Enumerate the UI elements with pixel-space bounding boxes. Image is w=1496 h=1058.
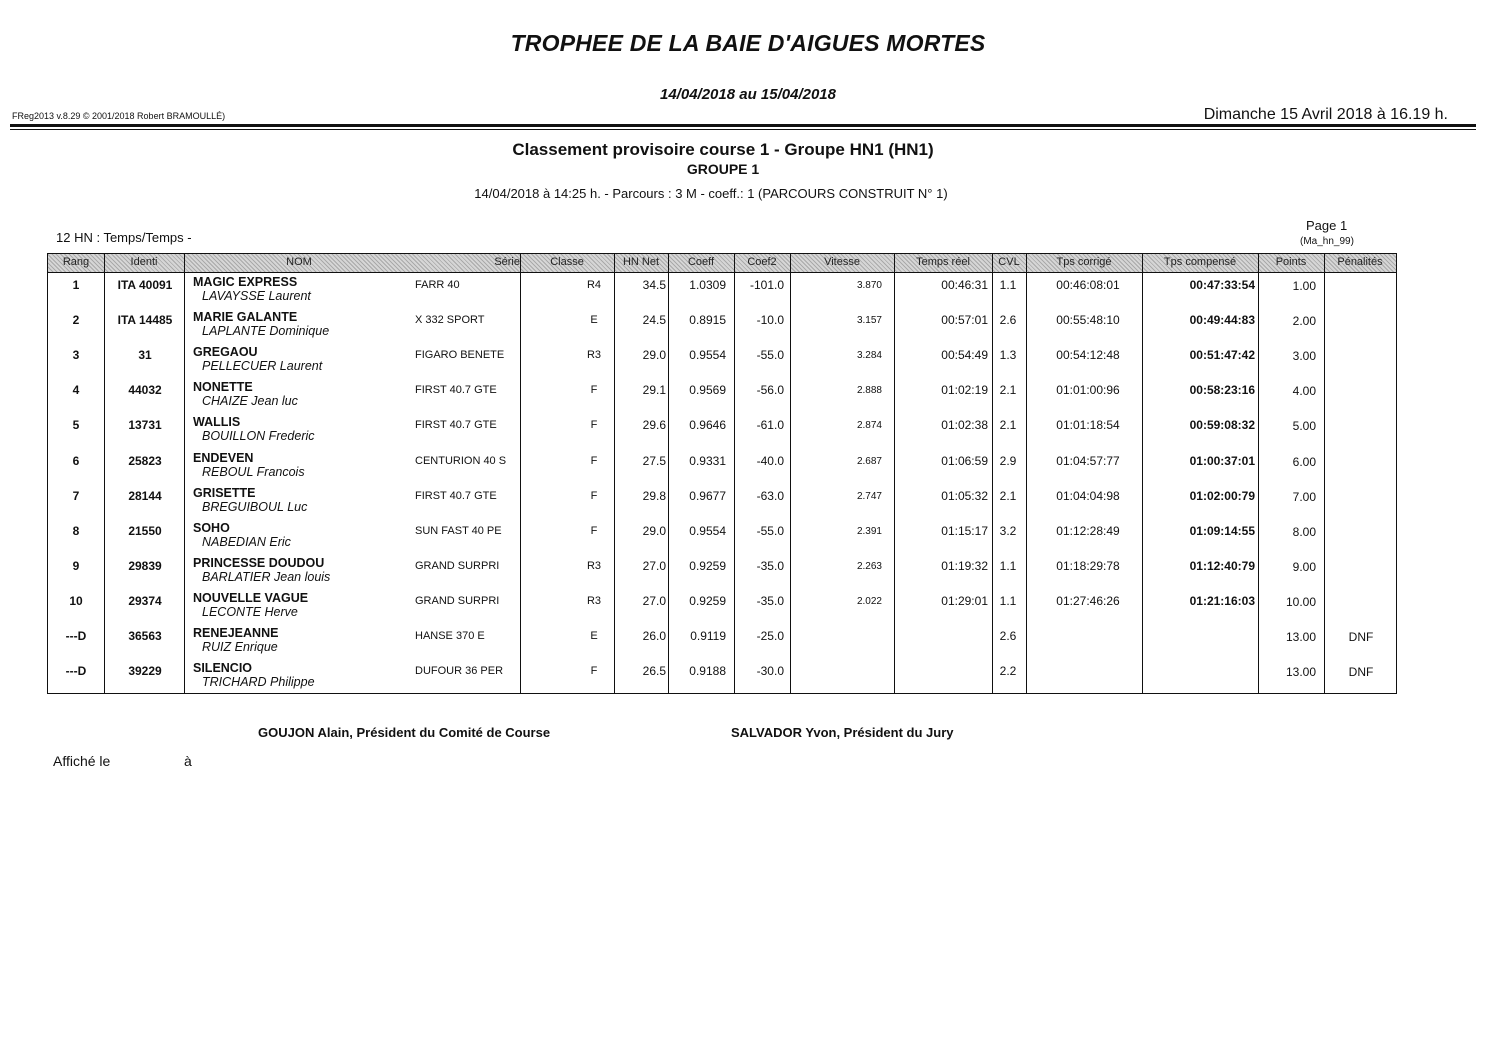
row-coef2: -55.0 [756, 523, 784, 538]
row-skipper: LAVAYSSE Laurent [202, 289, 311, 303]
row-skipper: CHAIZE Jean luc [202, 394, 298, 409]
table-row [48, 554, 1396, 589]
row-speed: 2.747 [856, 490, 882, 502]
row-compensated-time: 00:59:08:32 [1189, 418, 1255, 433]
row-sail-number: ITA 40091 [117, 278, 173, 292]
row-real-time: 00:46:31 [941, 278, 988, 292]
col-coeff: Coeff [687, 256, 715, 268]
table-row [48, 659, 1396, 694]
row-boat-name: WALLIS [193, 415, 241, 430]
row-corrected-time: 01:12:28:49 [1056, 523, 1120, 538]
row-coef2: -25.0 [756, 629, 784, 643]
col-vitesse: Vitesse [824, 256, 860, 268]
row-hn-net: 26.5 [642, 664, 666, 679]
row-boat-name: MAGIC EXPRESS [193, 275, 298, 289]
group-label: GROUPE 1 [686, 161, 760, 177]
row-class: E [590, 630, 598, 642]
row-real-time: 00:54:49 [941, 348, 988, 363]
row-rank: ---D [65, 664, 87, 679]
row-compensated-time: 01:09:14:55 [1189, 523, 1255, 538]
row-skipper: BOUILLON Frederic [202, 429, 315, 444]
row-speed: 3.157 [856, 315, 882, 327]
col-serie: Série [494, 256, 520, 268]
posted-label: Affiché le [53, 753, 111, 769]
row-rank: 7 [72, 488, 80, 503]
event-dates: 14/04/2018 au 15/04/2018 [660, 86, 836, 103]
page-number: Page 1 [1306, 218, 1348, 233]
row-skipper: TRICHARD Philippe [202, 675, 315, 690]
table-header [48, 254, 1396, 273]
hn-label: 12 HN : Temps/Temps - [56, 230, 192, 245]
table-row [48, 519, 1396, 554]
row-rank: 4 [72, 383, 80, 398]
col-points: Points [1275, 256, 1307, 268]
row-points: 8.00 [1292, 524, 1316, 539]
row-series: FIGARO BENETE [415, 349, 505, 362]
row-coeff: 0.9677 [689, 488, 726, 503]
row-class: F [590, 419, 598, 432]
row-boat-name: MARIE GALANTE [193, 310, 298, 325]
row-coef2: -56.0 [756, 383, 784, 398]
row-rank: ---D [65, 629, 87, 643]
row-boat-name: SOHO [193, 520, 230, 535]
row-series: X 332 SPORT [415, 314, 485, 327]
row-points: 9.00 [1292, 559, 1316, 574]
row-coef2: -40.0 [756, 453, 784, 468]
row-boat-name: PRINCESSE DOUDOU [193, 555, 325, 570]
row-coef2: -10.0 [756, 313, 784, 328]
row-coef2: -35.0 [756, 593, 784, 608]
row-hn-net: 27.5 [642, 453, 666, 468]
row-skipper: BREGUIBOUL Luc [202, 499, 308, 514]
row-hn-net: 29.6 [642, 418, 666, 433]
row-points: 6.00 [1292, 454, 1316, 469]
row-points: 13.00 [1285, 630, 1316, 644]
header-rule-thin [10, 129, 1476, 130]
course-info: 14/04/2018 à 14:25 h. - Parcours : 3 M - coeff.: 1 (PARCOURS CONSTRUIT N° 1) [474, 186, 948, 201]
table-row [48, 308, 1396, 343]
row-boat-name: RENEJEANNE [193, 626, 279, 640]
row-real-time: 01:15:17 [941, 523, 988, 538]
row-corrected-time: 00:54:12:48 [1056, 348, 1120, 363]
row-boat-name: GRISETTE [193, 485, 256, 500]
row-corrected-time: 00:46:08:01 [1056, 278, 1120, 292]
col-classe: Classe [550, 256, 584, 268]
row-points: 10.00 [1285, 594, 1316, 609]
row-sail-number: 36563 [128, 629, 162, 643]
row-compensated-time: 00:47:33:54 [1189, 278, 1255, 292]
row-class: R3 [586, 349, 602, 362]
row-coeff: 0.9259 [689, 593, 726, 608]
row-coef2: -35.0 [756, 558, 784, 573]
row-coeff: 1.0309 [689, 278, 726, 292]
row-points: 2.00 [1292, 314, 1316, 329]
col-coef2: Coef2 [747, 256, 777, 268]
row-skipper: PELLECUER Laurent [202, 359, 323, 374]
row-cvl: 2.2 [999, 664, 1017, 679]
row-cvl: 1.1 [999, 558, 1017, 573]
row-coef2: -101.0 [749, 278, 784, 292]
col-tps-compense: Tps compensé [1163, 256, 1237, 268]
row-class: F [590, 454, 598, 467]
row-rank: 1 [72, 278, 80, 292]
row-points: 7.00 [1292, 489, 1316, 504]
row-real-time: 01:02:19 [941, 383, 988, 398]
row-hn-net: 26.0 [642, 629, 666, 643]
row-points: 4.00 [1292, 384, 1316, 399]
row-compensated-time: 00:49:44:83 [1189, 313, 1255, 328]
row-boat-name: SILENCIO [193, 661, 253, 676]
row-class: F [590, 384, 598, 397]
course-committee-president: GOUJON Alain, Président du Comité de Course [258, 725, 551, 740]
table-row [48, 624, 1396, 659]
row-rank: 9 [72, 558, 80, 573]
row-rank: 5 [72, 418, 80, 433]
col-tps-corrige: Tps corrigé [1056, 256, 1112, 268]
row-coef2: -61.0 [756, 418, 784, 433]
row-rank: 3 [72, 348, 80, 363]
col-rang: Rang [62, 256, 90, 268]
table-row [48, 589, 1396, 624]
row-corrected-time: 01:18:29:78 [1056, 558, 1120, 573]
row-series: SUN FAST 40 PE [415, 524, 502, 537]
row-corrected-time: 00:55:48:10 [1056, 313, 1120, 328]
row-speed: 3.870 [856, 280, 882, 291]
row-compensated-time: 00:58:23:16 [1189, 383, 1255, 398]
row-rank: 2 [72, 313, 80, 328]
row-boat-name: GREGAOU [193, 345, 258, 360]
row-boat-name: ENDEVEN [193, 450, 254, 465]
row-sail-number: 21550 [128, 523, 162, 538]
row-real-time: 01:05:32 [941, 488, 988, 503]
row-penalty: DNF [1348, 665, 1374, 680]
row-skipper: BARLATIER Jean louis [202, 569, 331, 584]
document-title: TROPHEE DE LA BAIE D'AIGUES MORTES [510, 30, 986, 56]
row-sail-number: ITA 14485 [117, 313, 173, 328]
row-cvl: 2.6 [999, 313, 1017, 328]
col-nom: NOM [286, 256, 312, 268]
row-coeff: 0.9331 [689, 453, 726, 468]
col-identi: Identi [130, 256, 158, 268]
row-coef2: -30.0 [756, 664, 784, 679]
row-cvl: 2.1 [999, 488, 1017, 503]
row-real-time: 00:57:01 [941, 313, 988, 328]
row-cvl: 3.2 [999, 523, 1017, 538]
row-series: FIRST 40.7 GTE [415, 384, 497, 397]
row-skipper: NABEDIAN Eric [202, 534, 291, 549]
row-points: 1.00 [1292, 279, 1316, 293]
row-corrected-time: 01:27:46:26 [1056, 593, 1120, 608]
row-series: GRAND SURPRI [415, 559, 500, 572]
row-cvl: 2.9 [999, 453, 1017, 468]
row-boat-name: NONETTE [193, 380, 253, 395]
row-corrected-time: 01:01:18:54 [1056, 418, 1120, 433]
row-sail-number: 39229 [128, 664, 162, 679]
row-skipper: RUIZ Enrique [202, 640, 278, 654]
row-skipper: REBOUL Francois [202, 464, 305, 479]
jury-president: SALVADOR Yvon, Président du Jury [731, 725, 954, 740]
row-cvl: 2.6 [999, 629, 1017, 643]
row-hn-net: 27.0 [642, 593, 666, 608]
row-class: F [590, 489, 598, 502]
table-row [48, 273, 1396, 308]
row-speed: 2.888 [856, 385, 882, 397]
row-penalty: DNF [1348, 630, 1374, 644]
row-series: DUFOUR 36 PER [415, 665, 504, 678]
row-real-time: 01:06:59 [941, 453, 988, 468]
row-series: FARR 40 [415, 279, 460, 291]
row-class: R3 [586, 594, 602, 607]
report-heading: Classement provisoire course 1 - Groupe HN1 (HN1) [512, 140, 934, 159]
row-hn-net: 24.5 [642, 313, 666, 328]
row-speed: 2.263 [856, 560, 882, 572]
col-cvl: CVL [998, 256, 1020, 268]
row-real-time: 01:19:32 [941, 558, 988, 573]
table-row [48, 484, 1396, 519]
row-speed: 2.874 [856, 420, 882, 432]
row-series: GRAND SURPRI [415, 594, 500, 607]
row-points: 13.00 [1285, 665, 1316, 680]
row-cvl: 1.1 [999, 593, 1017, 608]
row-boat-name: NOUVELLE VAGUE [193, 590, 309, 605]
col-temps-reel: Temps réel [916, 256, 970, 268]
row-coeff: 0.9569 [689, 383, 726, 398]
row-hn-net: 34.5 [642, 278, 666, 292]
row-corrected-time: 01:04:57:77 [1056, 453, 1120, 468]
row-speed: 2.022 [856, 595, 882, 607]
row-cvl: 2.1 [999, 383, 1017, 398]
row-rank: 6 [72, 453, 80, 468]
row-series: CENTURION 40 S [415, 454, 507, 467]
row-coeff: 0.9554 [689, 348, 726, 363]
row-class: F [590, 665, 598, 678]
row-sail-number: 29839 [128, 558, 162, 573]
row-compensated-time: 01:00:37:01 [1189, 453, 1255, 468]
row-compensated-time: 01:02:00:79 [1189, 488, 1255, 503]
row-hn-net: 29.0 [642, 348, 666, 363]
row-coeff: 0.9119 [690, 629, 726, 643]
row-coef2: -55.0 [756, 348, 784, 363]
row-class: E [590, 314, 598, 327]
row-speed: 2.391 [856, 525, 882, 537]
row-sail-number: 44032 [128, 383, 162, 398]
row-cvl: 1.1 [999, 278, 1017, 292]
row-hn-net: 29.1 [642, 383, 666, 398]
row-points: 5.00 [1292, 419, 1316, 434]
row-compensated-time: 01:21:16:03 [1189, 593, 1255, 608]
row-hn-net: 29.0 [642, 523, 666, 538]
row-coeff: 0.8915 [689, 313, 726, 328]
row-sail-number: 13731 [128, 418, 162, 433]
row-sail-number: 28144 [128, 488, 162, 503]
row-coeff: 0.9646 [689, 418, 726, 433]
col-hn-net: HN Net [622, 256, 660, 268]
row-coef2: -63.0 [756, 488, 784, 503]
row-coeff: 0.9259 [689, 558, 726, 573]
results-table [47, 253, 1397, 694]
table-row [48, 378, 1396, 413]
table-row [48, 413, 1396, 448]
row-points: 3.00 [1292, 349, 1316, 364]
col-penalites: Pénalités [1337, 256, 1383, 268]
row-corrected-time: 01:04:04:98 [1056, 488, 1120, 503]
row-class: R4 [586, 279, 602, 291]
row-skipper: LECONTE Herve [202, 604, 298, 619]
row-real-time: 01:02:38 [941, 418, 988, 433]
row-real-time: 01:29:01 [941, 593, 988, 608]
row-sail-number: 31 [138, 348, 152, 363]
header-rule [10, 124, 1476, 127]
row-hn-net: 29.8 [642, 488, 666, 503]
row-series: FIRST 40.7 GTE [415, 419, 497, 432]
row-hn-net: 27.0 [642, 558, 666, 573]
row-cvl: 1.3 [999, 348, 1017, 363]
page-reference: (Ma_hn_99) [1300, 236, 1354, 247]
row-rank: 10 [69, 593, 83, 608]
row-skipper: LAPLANTE Dominique [202, 324, 330, 339]
row-compensated-time: 01:12:40:79 [1189, 558, 1255, 573]
row-class: R3 [586, 559, 602, 572]
software-credit: FReg2013 v.8.29 © 2001/2018 Robert BRAMOULLÉ) [12, 111, 226, 121]
row-rank: 8 [72, 523, 80, 538]
row-compensated-time: 00:51:47:42 [1189, 348, 1255, 363]
row-corrected-time: 01:01:00:96 [1056, 383, 1120, 398]
row-coeff: 0.9554 [689, 523, 726, 538]
print-timestamp: Dimanche 15 Avril 2018 à 16.19 h. [1203, 106, 1448, 123]
row-sail-number: 25823 [128, 453, 162, 468]
row-sail-number: 29374 [128, 593, 162, 608]
table-row [48, 449, 1396, 484]
row-class: F [590, 524, 598, 537]
row-coeff: 0.9188 [689, 664, 726, 679]
row-speed: 3.284 [856, 350, 882, 362]
row-cvl: 2.1 [999, 418, 1017, 433]
table-row [48, 343, 1396, 378]
posted-at-label: à [184, 753, 192, 769]
row-speed: 2.687 [856, 455, 882, 467]
row-series: FIRST 40.7 GTE [415, 489, 497, 502]
row-series: HANSE 370 E [415, 630, 485, 642]
